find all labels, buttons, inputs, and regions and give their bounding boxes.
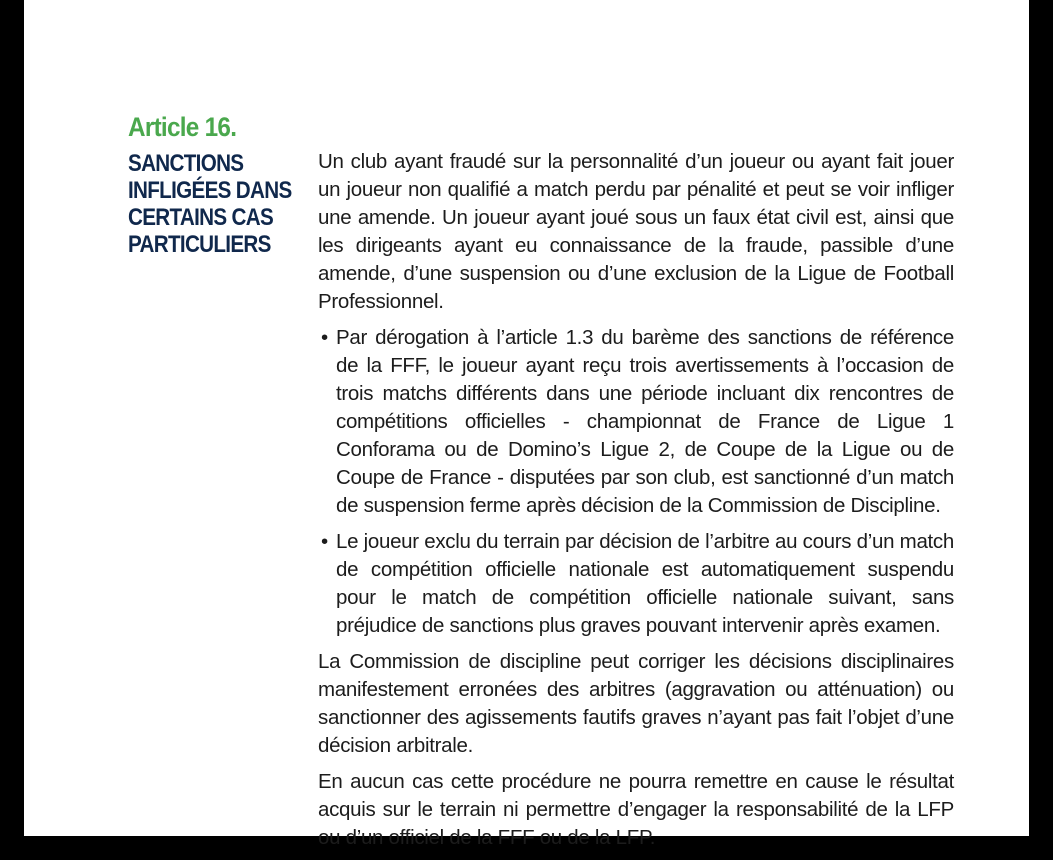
intro-paragraph: Un club ayant fraudé sur la personnalité d’un joueur ou ayant fait jouer un joueur non qualifié a match perdu par pénalité et peut se voir infliger une amende. Un joueur ayant joué sous un faux état civil est, ainsi que les dirigeants ayant eu connaissance de la fraude, passible d’une amende, d’une suspension ou d’une exclusion de la Ligue de Football Professionnel.	[318, 150, 954, 313]
bullet-text: Le joueur exclu du terrain par décision de l’arbitre au cours d’un match de compétition officielle nationale est automatiquement suspendu pour le match de compétition officielle nationale suivant, sans préjudice de sanctions plus graves pouvant intervenir après examen.	[336, 530, 954, 637]
article-body	[318, 148, 954, 860]
bullet-item	[318, 324, 954, 520]
commission-paragraph: La Commission de discipline peut corriger les décisions disciplinaires manifestement erronées des arbitres (aggravation ou atténuation) ou sanctionner des agissements fautifs graves n’ayant pas fait l’objet d’une décision arbitrale.	[318, 650, 954, 757]
document-page	[24, 0, 1029, 849]
bullet-item	[318, 528, 954, 640]
bullet-icon: •	[321, 326, 328, 349]
article-title: SANCTIONS INFLIGÉES DANS CERTAINS CAS PARTICULIERS	[128, 150, 292, 258]
bullet-text: Par dérogation à l’article 1.3 du barème des sanctions de référence de la FFF, le joueur ayant reçu trois avertissements à l’occasion de trois matchs différents dans une période incluant dix rencontres de compétitions officielles - championnat de France de Ligue 1 Conforama ou de Domino’s Ligue 2, de Coupe de la Ligue ou de Coupe de France - disputées par son club, est sanctionné d’un match de suspension ferme après décision de la Commission de Discipline.	[336, 326, 954, 517]
article-heading	[128, 110, 308, 258]
article-number: Article 16.	[128, 112, 237, 142]
final-paragraph: En aucun cas cette procédure ne pourra remettre en cause le résultat acquis sur le terrain ni permettre d’engager la responsabilité de la LFP ou d’un officiel de la FFF ou de la LFP.	[318, 770, 954, 849]
bullet-icon: •	[321, 530, 328, 553]
bullet-list	[318, 324, 954, 640]
